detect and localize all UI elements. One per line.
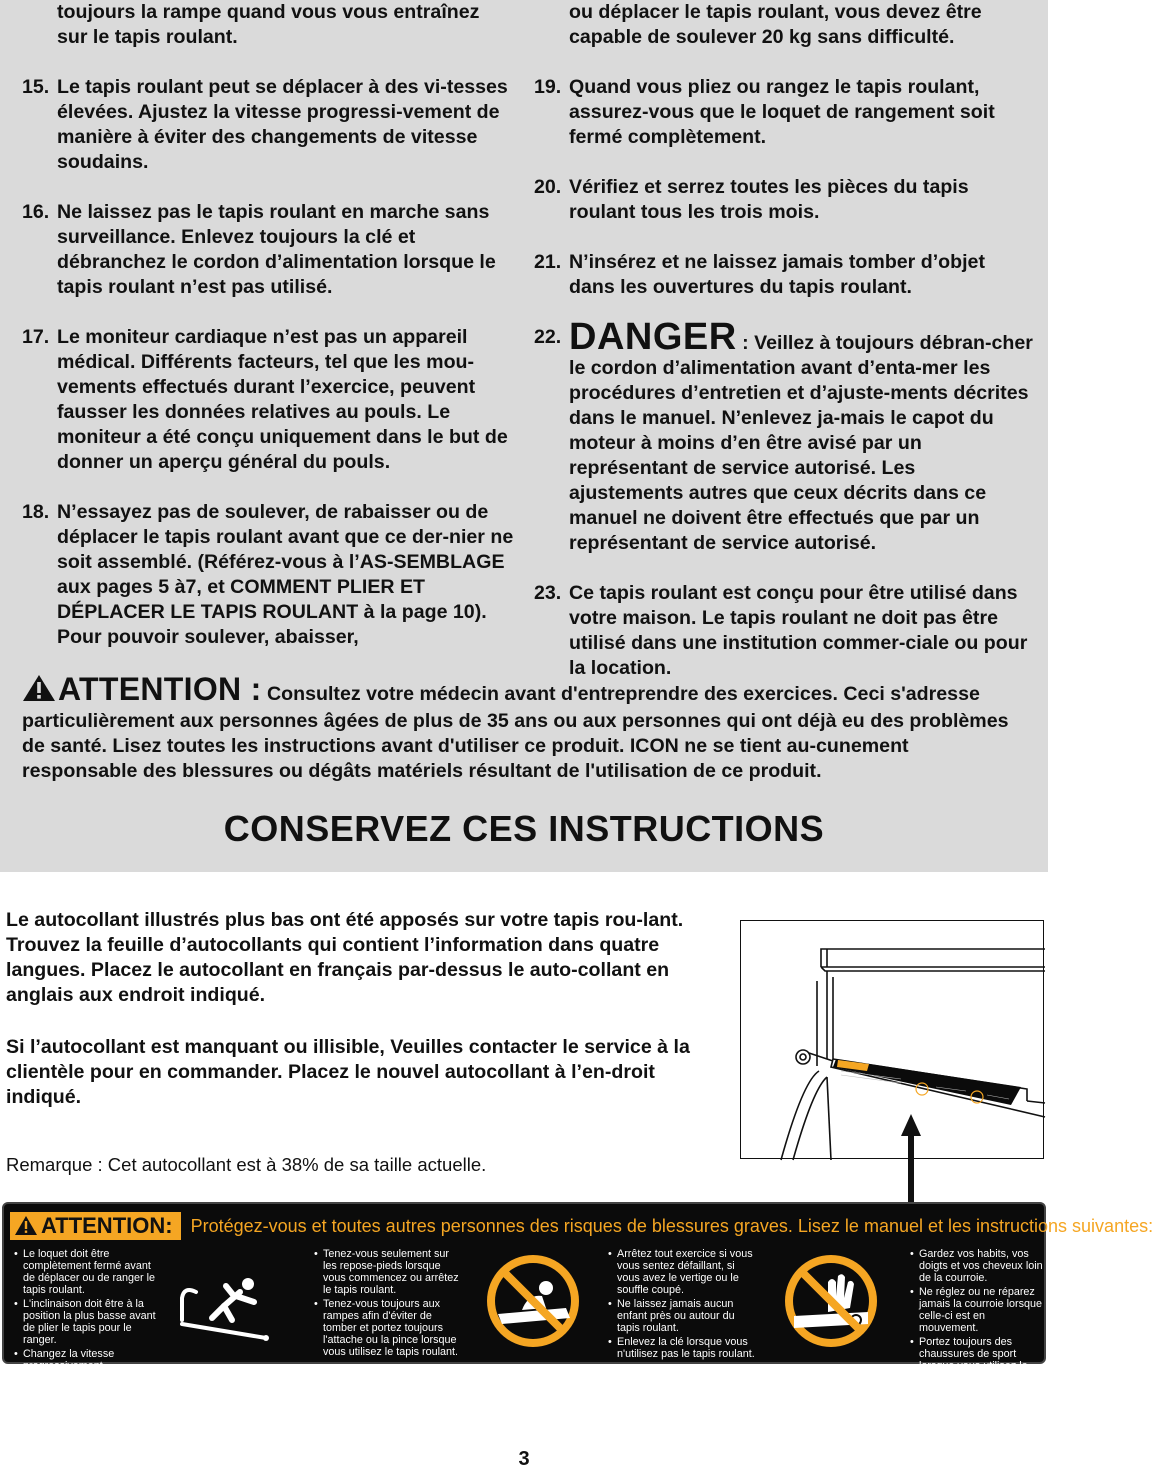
safety-item-21 — [534, 250, 1034, 300]
right-column — [534, 0, 1034, 706]
sticker-bullet: • Le loquet doit être complètement fermé avant de déplacer ou de ranger le tapis roulant. — [14, 1248, 162, 1296]
sticker-headline: Protégez-vous et toutes autres personnes des risques de blessures graves. Lisez le manuel et les instructions suivantes: — [190, 1216, 1153, 1236]
left-column — [22, 0, 514, 675]
sticker-bullet: • L'inclinaison doit être à la position la plus basse avant de plier le tapis pour le ranger. — [14, 1298, 162, 1346]
item-text: Vérifiez et serrez toutes les pièces du tapis roulant tous les trois mois. — [569, 176, 969, 223]
item-number: 21. — [534, 251, 562, 273]
sticker-attention-badge — [10, 1212, 181, 1240]
safety-item-18 — [22, 500, 514, 650]
item-number: 18. — [22, 501, 50, 523]
warning-triangle-icon — [14, 1215, 38, 1242]
safety-item-16 — [22, 200, 514, 300]
safety-item-15 — [22, 75, 514, 175]
safety-item-19 — [534, 75, 1034, 150]
no-hands-pictogram-icon — [776, 1246, 886, 1356]
sticker-bullet: • Changez la vitesse progressivement. — [14, 1348, 162, 1372]
page-number: 3 — [518, 1448, 530, 1470]
sticker-column-2 — [314, 1248, 464, 1360]
remarque-note: Remarque : Cet autocollant est à 38% de sa taille actuelle. — [6, 1154, 487, 1175]
item-text: Quand vous pliez ou rangez le tapis roulant, assurez-vous que le loquet de rangement soit fermé complètement. — [569, 76, 995, 148]
attention-block — [22, 671, 1024, 784]
sticker-column-1 — [14, 1248, 162, 1374]
item-number: 20. — [534, 176, 562, 198]
treadmill-decal-illustration — [740, 920, 1044, 1159]
attention-heading: ATTENTION : — [58, 671, 262, 707]
pointer-arrow-icon — [900, 1114, 922, 1206]
sticker-bullet: • Ne réglez ou ne réparez jamais la courroie lorsque celle-ci est en mouvement. — [910, 1286, 1046, 1334]
attention-sticker — [2, 1202, 1153, 1384]
item-number: 16. — [22, 201, 50, 223]
sticker-column-3 — [608, 1248, 760, 1362]
sticker-attention-label: ATTENTION: — [41, 1213, 173, 1238]
sticker-bullet: • Tenez-vous seulement sur les repose-pieds lorsque vous commencez ou arrêtez le tapis roulant. — [314, 1248, 464, 1296]
item-number: 15. — [22, 76, 50, 98]
safety-item-17 — [22, 325, 514, 475]
sticker-column-4 — [910, 1248, 1046, 1386]
item-number: 22. — [534, 326, 562, 348]
sticker-bullet: • Tenez-vous toujours aux rampes afin d'éviter de tomber et portez toujours l'attache ou la pince lorsque vous utilisez le tapis roulant. — [314, 1298, 464, 1358]
item-text — [569, 316, 1034, 556]
sticker-header — [10, 1212, 1153, 1242]
item-text: Ce tapis roulant est conçu pour être utilisé dans votre maison. Le tapis roulant ne doit pas être utilisé dans une institution commer-ciale ou pour la location. — [569, 582, 1028, 679]
item-text: Le moniteur cardiaque n’est pas un appareil médical. Différents facteurs, tel que les mou-vements effectués durant l’exercice, peuvent fausser les données relatives au pouls. Le moniteur a été conçu uniquement dans le but de donner un aperçu général du pouls. — [57, 326, 508, 473]
decal-paragraph-1: Le autocollant illustrés plus bas ont été apposés sur votre tapis rou-lant. Trouvez la feuille d’autocollants qui contient l’information dans quatre langues. Placez le autocollant en français par-dessus le auto-collant en anglais aux endroit indiqué. — [6, 909, 684, 1006]
sticker-bullet: • Arrêtez tout exercice si vous vous sentez défaillant, si vous avez le vertige ou le souffle coupé. — [608, 1248, 760, 1296]
safety-item-22-danger — [534, 316, 1034, 556]
item-number: 17. — [22, 326, 50, 348]
conservez-heading: CONSERVEZ CES INSTRUCTIONS — [223, 808, 825, 849]
decal-paragraph-2: Si l’autocollant est manquant ou illisible, Veuilles contacter le service à la clientèle pour en commander. Placez le nouvel autocollant à l’en-droit indiqué. — [6, 1036, 690, 1108]
attention-text: Consultez votre médecin avant d'entreprendre des exercices. Ceci s'adresse particulièrement aux personnes âgées de plus de 35 ans ou aux personnes qui ont déjà eu des problèmes de santé. Lisez toutes les instructions avant d'utiliser ce produit. ICON ne se tient au-cunement responsable des blessures ou dégâts matériels résultant de l'utilisation de ce produit. — [22, 683, 1009, 782]
item-text: N’insérez et ne laissez jamais tomber d’objet dans les ouvertures du tapis roulant. — [569, 251, 985, 298]
warning-triangle-icon — [22, 674, 56, 709]
left-continuation: toujours la rampe quand vous vous entraînez sur le tapis roulant. — [57, 1, 480, 48]
right-continuation: ou déplacer le tapis roulant, vous devez être capable de soulever 20 kg sans difficulté. — [569, 1, 982, 48]
sticker-bullet: • Enlevez la clé lorsque vous n'utilisez pas le tapis roulant. — [608, 1336, 760, 1360]
item-text: N’essayez pas de soulever, de rabaisser ou de déplacer le tapis roulant avant que ce der-nier ne soit assemblé. (Référez-vous à l’AS-SEMBLAGE aux pages 5 à7, et COMMENT PLIER ET DÉPLACER LE TAPIS ROULANT à la page 10). Pour pouvoir soulever, abaisser, — [57, 501, 514, 648]
danger-text: : Veillez à toujours débran-cher le cordon d’alimentation avant d’enta-mer les procédures d’entretien et d’ajuste-ments décrites dans le manuel. N’enlevez ja-mais le capot du moteur à moins d’en être avisé par un représentant de service autorisé. Les ajustements autres que ceux décrits dans ce manuel ne doivent être effectués que par un représentant de service autorisé. — [569, 332, 1033, 554]
no-children-pictogram-icon — [478, 1246, 588, 1356]
safety-item-23 — [534, 581, 1034, 681]
item-text: Ne laissez pas le tapis roulant en marche sans surveillance. Enlevez toujours la clé et débranchez le cordon d’alimentation lorsque le tapis roulant n’est pas utilisé. — [57, 201, 496, 298]
danger-word: DANGER — [569, 316, 737, 358]
item-number: 19. — [534, 76, 562, 98]
safety-item-20 — [534, 175, 1034, 225]
item-number: 23. — [534, 582, 562, 604]
sticker-bullet: • Ne laissez jamais aucun enfant près ou autour du tapis roulant. — [608, 1298, 760, 1334]
falling-runner-pictogram-icon — [174, 1246, 284, 1356]
sticker-bullet: • Gardez vos habits, vos doigts et vos cheveux loin de la courroie. — [910, 1248, 1046, 1284]
item-text: Le tapis roulant peut se déplacer à des vi-tesses élevées. Ajustez la vitesse progressi-vement de manière à éviter des changements de vitesse soudains. — [57, 76, 508, 173]
sticker-bullet: • Portez toujours des chaussures de sport lorsque vous utilisez le tapis roulant. — [910, 1336, 1046, 1384]
